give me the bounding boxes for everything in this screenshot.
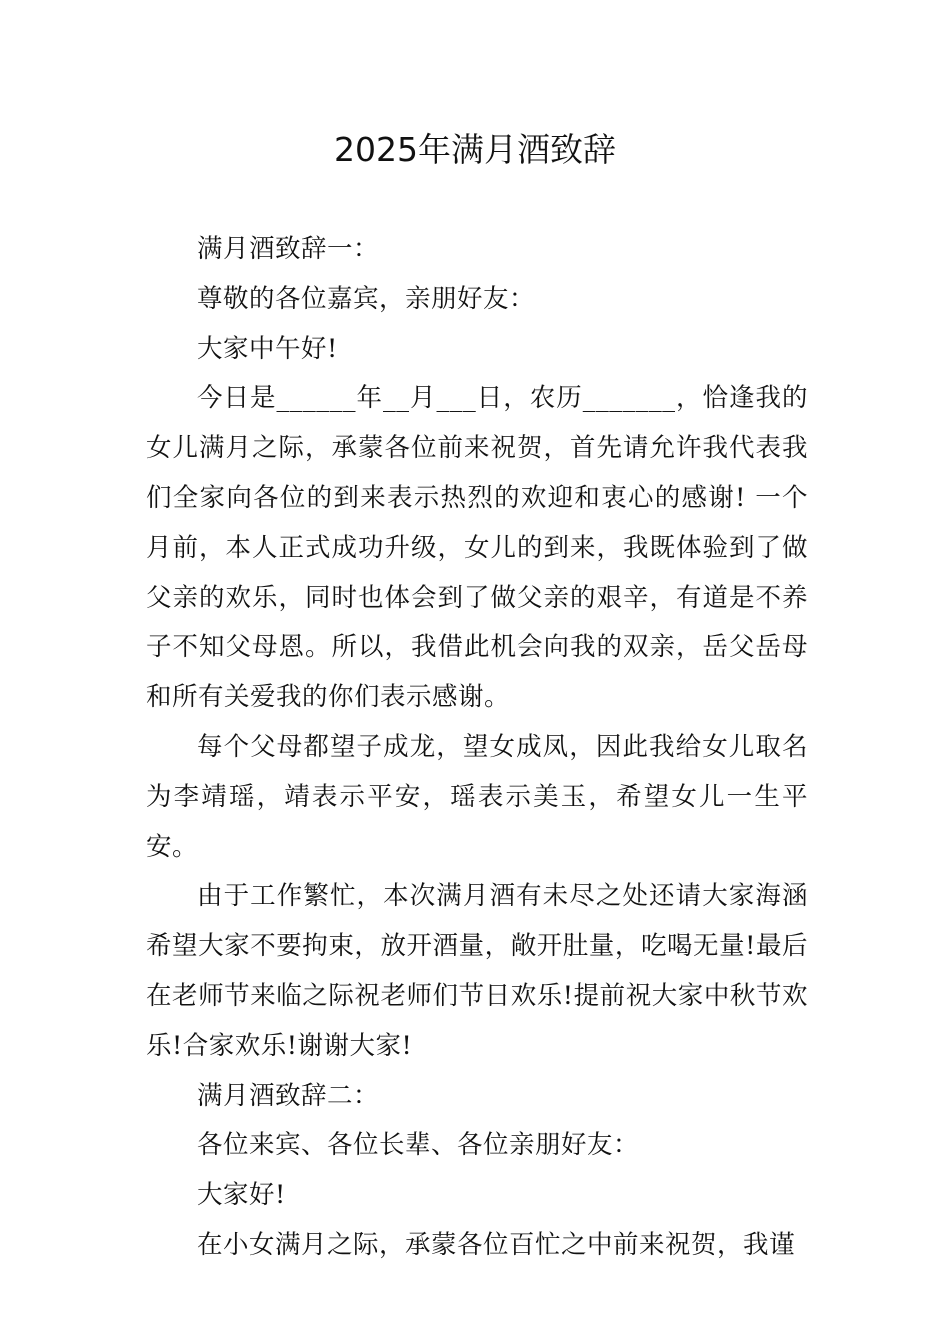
salutation-two: 各位来宾、各位长辈、各位亲朋好友： <box>197 1130 640 1161</box>
body-paragraph: 由于工作繁忙，本次满月酒有未尽之处还请大家海涵希望大家不要拘束，放开酒量，敞开肚量，吃喝无量!最后在老师节来临之际祝老师们节日欢乐!提前祝大家中秋节欢乐!合家欢乐!谢谢大家! <box>146 881 808 1061</box>
section-heading-one: 满月酒致辞一： <box>197 234 380 264</box>
body-paragraph: 在小女满月之际，承蒙各位百忙之中前来祝贺，我谨 <box>197 1229 796 1260</box>
document-body <box>146 225 808 1271</box>
body-paragraph: 今日是______年__月___日，农历_______，恰逢我的女儿满月之际，承蒙各位前来祝贺，首先请允许我代表我们全家向各位的到来表示热烈的欢迎和衷心的感谢! 一个月前，本人正式成功升级，女儿的到来，我既体验到了做父亲的欢乐，同时也体会到了做父亲的艰辛，有道是不养子不知父母恩。所以，我借此机会向我的双亲，岳父岳母和所有关爱我的你们表示感谢。 <box>146 383 808 713</box>
document-title: 2025年满月酒致辞 <box>334 130 616 169</box>
body-paragraph: 每个父母都望子成龙，望女成凤，因此我给女儿取名为李靖瑶，靖表示平安，瑶表示美玉，希望女儿一生平安。 <box>146 731 808 862</box>
greeting-one: 大家中午好! <box>197 333 338 364</box>
greeting-two: 大家好! <box>197 1180 286 1211</box>
salutation-one: 尊敬的各位嘉宾，亲朋好友： <box>197 283 536 314</box>
section-heading-two: 满月酒致辞二： <box>197 1080 380 1111</box>
